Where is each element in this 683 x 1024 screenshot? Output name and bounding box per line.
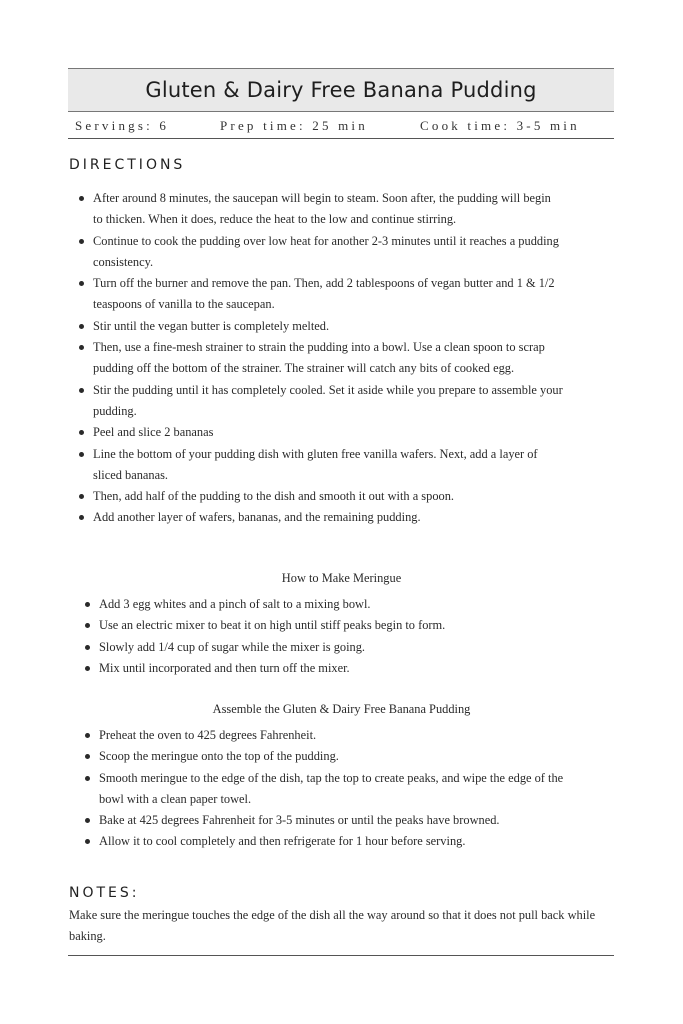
cook-time: Cook time: 3-5 min xyxy=(420,118,580,133)
recipe-title: Gluten & Dairy Free Banana Pudding xyxy=(145,78,537,102)
list-item: Stir the pudding until it has completely cooled. Set it aside while you prepare to assemble your pudding. xyxy=(93,380,563,423)
list-item: Use an electric mixer to beat it on high until stiff peaks begin to form. xyxy=(99,615,579,636)
list-item: Stir until the vegan butter is completely melted. xyxy=(93,316,563,337)
assemble-heading: Assemble the Gluten & Dairy Free Banana Pudding xyxy=(212,702,471,716)
list-item: Line the bottom of your pudding dish with gluten free vanilla wafers. Next, add a layer of sliced bananas. xyxy=(93,444,563,487)
bottom-divider xyxy=(68,955,614,956)
servings: Servings: 6 xyxy=(75,118,170,133)
title-bar xyxy=(68,68,614,112)
prep-time: Prep time: 25 min xyxy=(220,118,368,133)
list-item: Then, use a fine-mesh strainer to strain the pudding into a bowl. Use a clean spoon to scrap pudding off the bottom of the strainer. The strainer will catch any bits of cooked egg. xyxy=(93,337,563,380)
meringue-heading: How to Make Meringue xyxy=(281,571,402,585)
list-item: Mix until incorporated and then turn off the mixer. xyxy=(99,658,579,679)
meringue-list xyxy=(99,594,579,679)
list-item: Continue to cook the pudding over low heat for another 2-3 minutes until it reaches a pudding consistency. xyxy=(93,231,563,274)
list-item: Preheat the oven to 425 degrees Fahrenheit. xyxy=(99,725,574,746)
directions-list xyxy=(93,188,563,529)
list-item: After around 8 minutes, the saucepan will begin to steam. Soon after, the pudding will begin to thicken. When it does, reduce the heat to the low and continue stirring. xyxy=(93,188,563,231)
list-item: Smooth meringue to the edge of the dish, tap the top to create peaks, and wipe the edge of the bowl with a clean paper towel. xyxy=(99,768,574,811)
list-item: Slowly add 1/4 cup of sugar while the mixer is going. xyxy=(99,637,579,658)
list-item: Scoop the meringue onto the top of the pudding. xyxy=(99,746,574,767)
notes-heading: NOTES: xyxy=(69,885,140,901)
list-item: Turn off the burner and remove the pan. Then, add 2 tablespoons of vegan butter and 1 & 1/2 teaspoons of vanilla to the saucepan. xyxy=(93,273,563,316)
list-item: Add 3 egg whites and a pinch of salt to a mixing bowl. xyxy=(99,594,579,615)
directions-heading: DIRECTIONS xyxy=(69,157,186,173)
recipe-meta xyxy=(68,110,614,139)
list-item: Bake at 425 degrees Fahrenheit for 3-5 minutes or until the peaks have browned. xyxy=(99,810,574,831)
list-item: Allow it to cool completely and then refrigerate for 1 hour before serving. xyxy=(99,831,574,852)
list-item: Add another layer of wafers, bananas, and the remaining pudding. xyxy=(93,507,563,528)
notes-text: Make sure the meringue touches the edge of the dish all the way around so that it does not pull back while baking. xyxy=(69,908,596,944)
list-item: Peel and slice 2 bananas xyxy=(93,422,563,443)
list-item: Then, add half of the pudding to the dish and smooth it out with a spoon. xyxy=(93,486,563,507)
assemble-list xyxy=(99,725,574,853)
